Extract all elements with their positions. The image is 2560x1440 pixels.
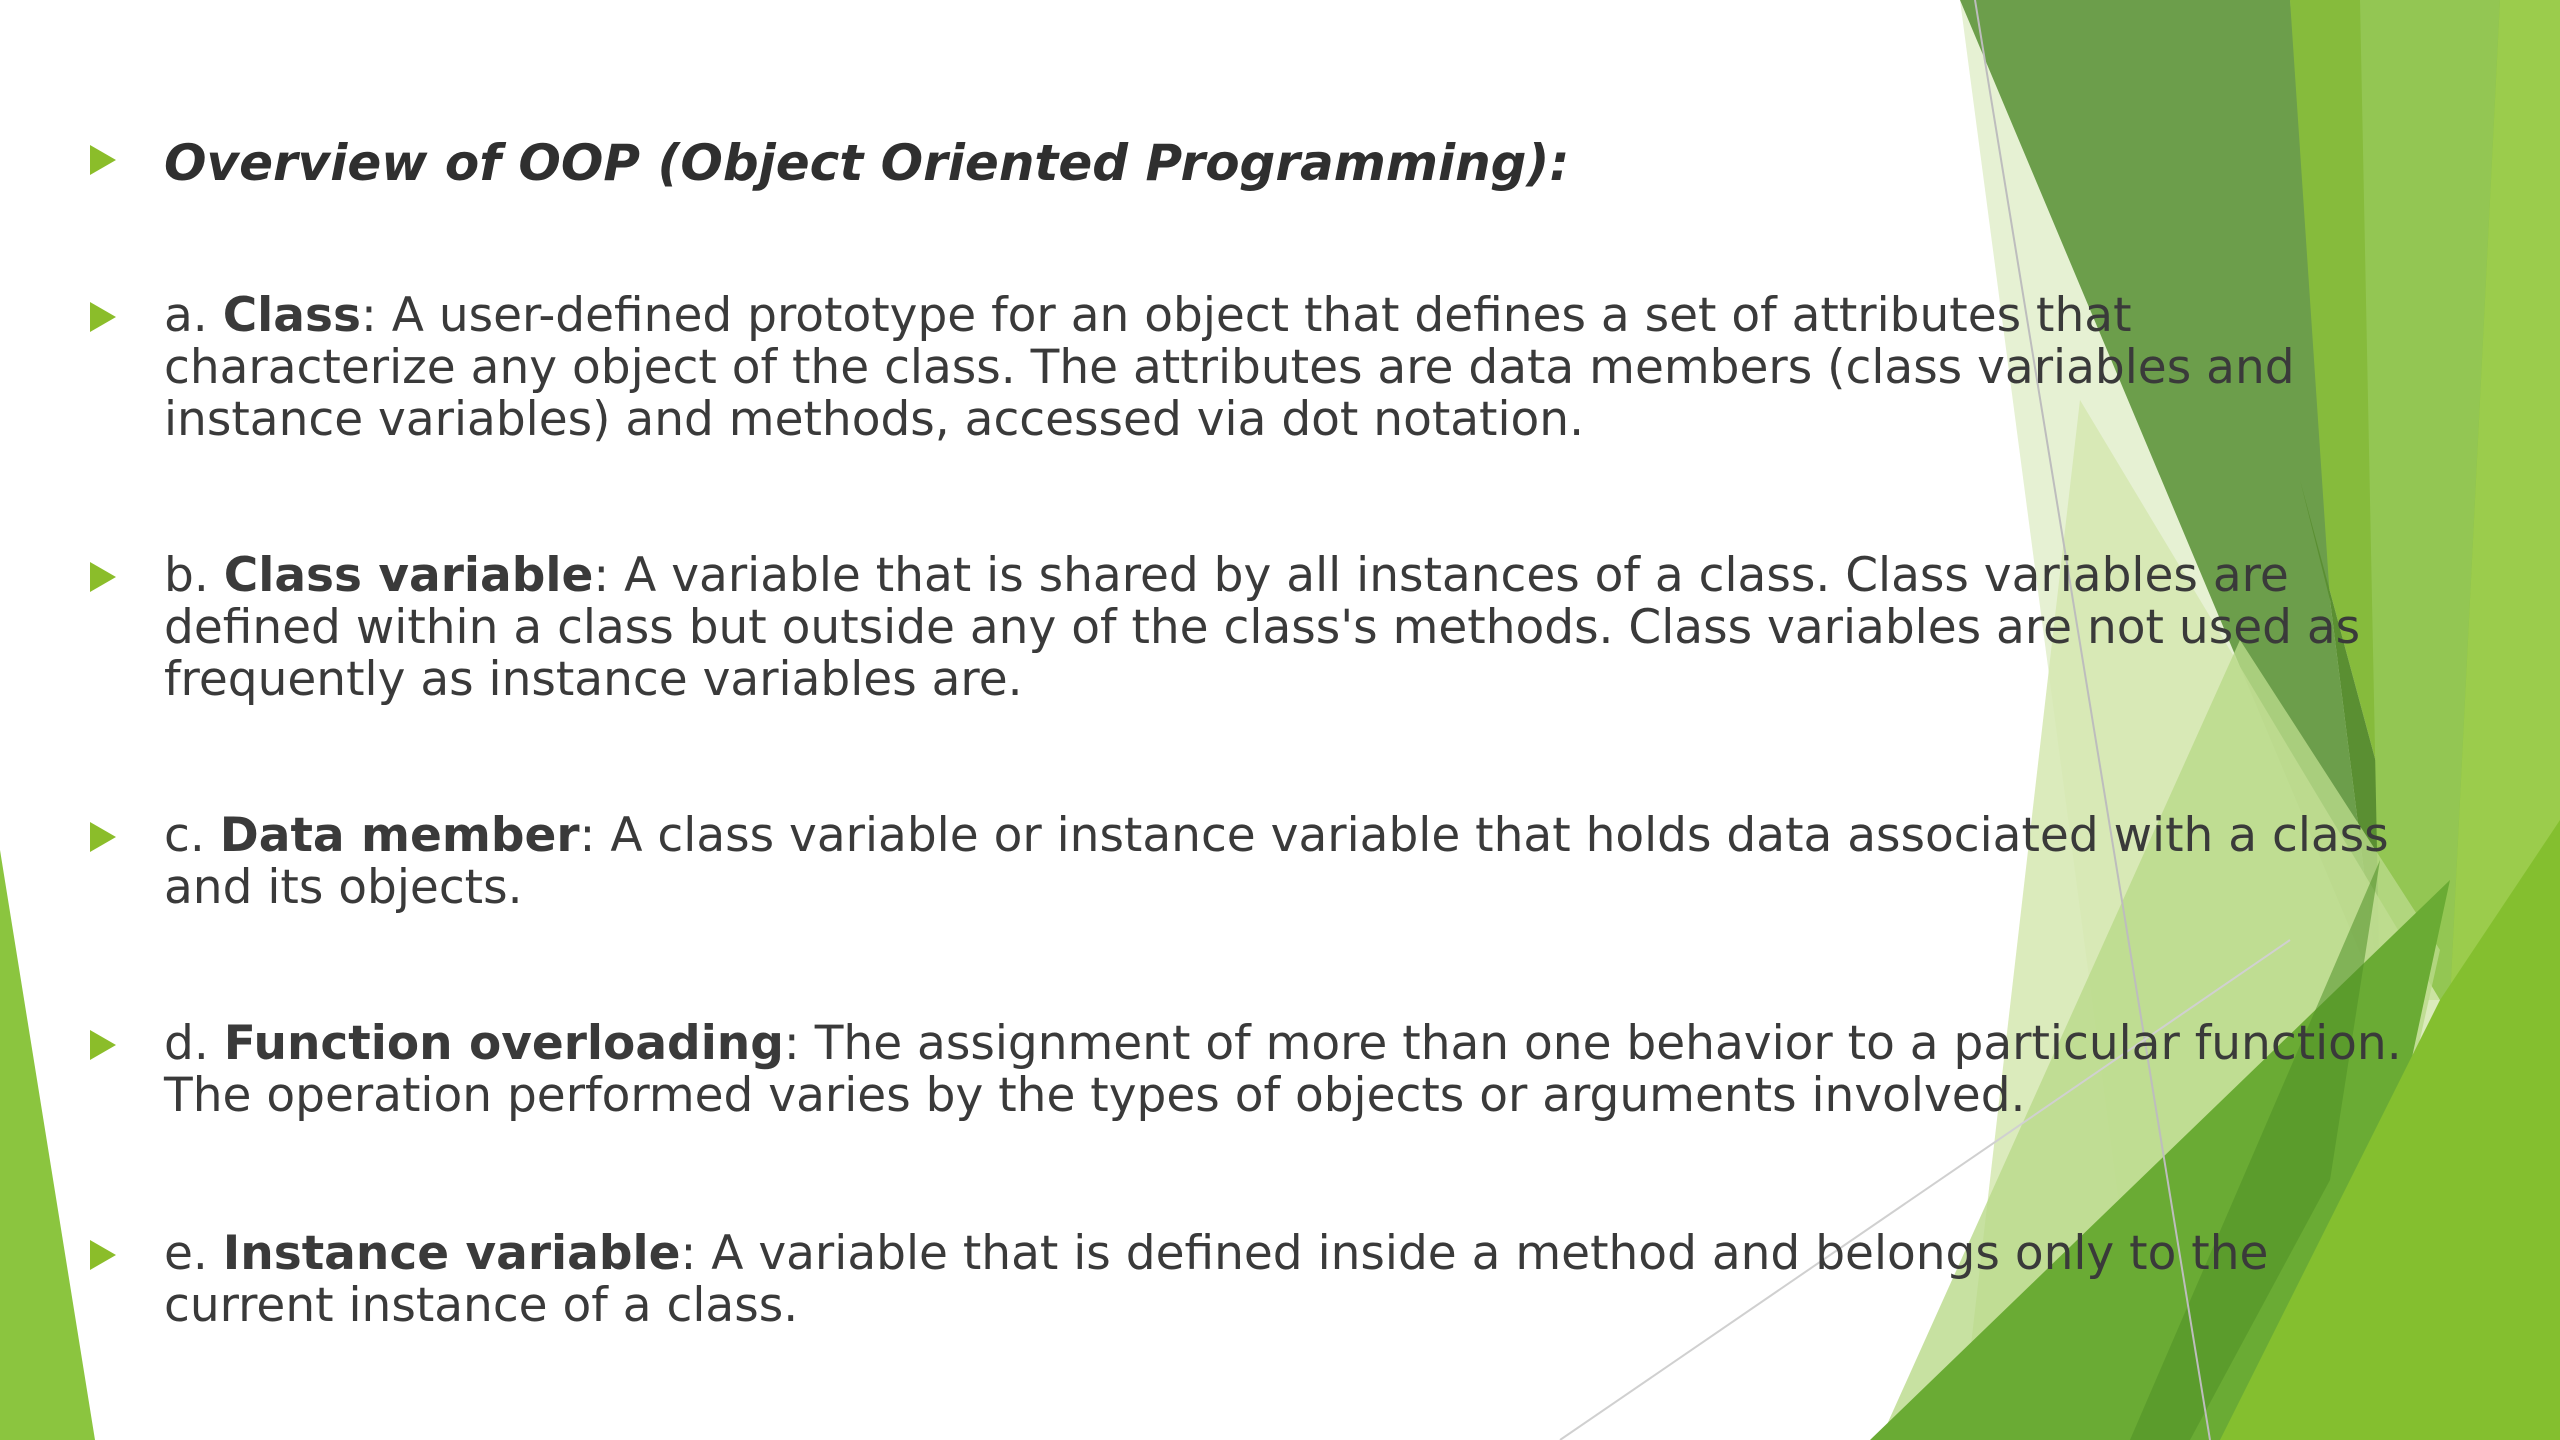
- item-term: Function overloading: [223, 1016, 784, 1071]
- item-line: and its objects.: [164, 860, 523, 915]
- item-term: Instance variable: [222, 1226, 681, 1281]
- item-line: : A class variable or instance variable that holds data associated with a class: [579, 808, 2389, 863]
- item-line: : A variable that is defined inside a method and belongs only to the: [680, 1226, 2269, 1281]
- item-prefix: d.: [164, 1016, 224, 1071]
- item-term: Data member: [219, 808, 580, 863]
- bullet-arrow-icon: [90, 1030, 116, 1060]
- bullet-text: [164, 810, 2544, 914]
- item-line: : The assignment of more than one behavior to a particular function.: [783, 1016, 2402, 1071]
- item-line: : A variable that is shared by all instances of a class. Class variables are: [593, 548, 2289, 603]
- item-line: frequently as instance variables are.: [164, 652, 1023, 707]
- bullet-arrow-icon: [90, 145, 116, 175]
- slide-title: Overview of OOP (Object Oriented Programming):: [164, 134, 1570, 192]
- item-line: current instance of a class.: [164, 1278, 799, 1333]
- item-line: defined within a class but outside any of the class's methods. Class variables are not used as: [164, 600, 2361, 655]
- bullet-text: [164, 550, 2544, 706]
- bullet-arrow-icon: [90, 822, 116, 852]
- item-prefix: c.: [164, 808, 220, 863]
- bullet-text: [164, 1018, 2544, 1122]
- bullet-arrow-icon: [90, 1240, 116, 1270]
- item-line: instance variables) and methods, accessed via dot notation.: [164, 392, 1585, 447]
- item-term: Class variable: [223, 548, 594, 603]
- item-prefix: e.: [164, 1226, 223, 1281]
- item-prefix: a.: [164, 288, 223, 343]
- bullet-arrow-icon: [90, 302, 116, 332]
- item-line: characterize any object of the class. The attributes are data members (class variables and: [164, 340, 2295, 395]
- item-prefix: b.: [164, 548, 224, 603]
- item-line: The operation performed varies by the types of objects or arguments involved.: [164, 1068, 2026, 1123]
- bullet-arrow-icon: [90, 562, 116, 592]
- item-line: : A user-defined prototype for an object that defines a set of attributes that: [360, 288, 2132, 343]
- bullet-text: [164, 290, 2544, 446]
- bullet-text: [164, 1228, 2544, 1332]
- item-term: Class: [222, 288, 361, 343]
